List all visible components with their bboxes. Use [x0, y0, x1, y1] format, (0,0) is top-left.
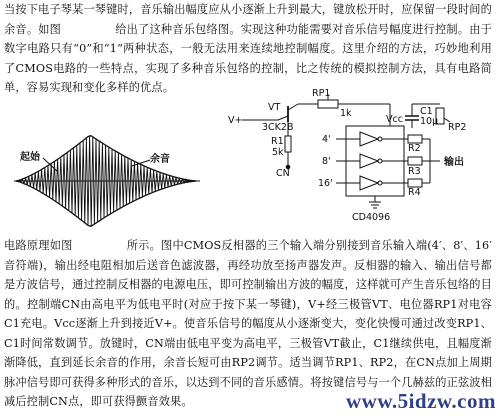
- r4-resistor: [408, 179, 422, 187]
- c1-label: C1: [420, 106, 433, 117]
- r1-value: 5k: [272, 147, 284, 158]
- principle-text-rest: 所示。图中CMOS反相器的三个输入端分别接到音乐输入端(4′、8′、16′音符端)，输出经电阻相加后送音色滤波器，再经功放至扬声器发声。反相器的输入、输出信号都是方波信号，通过控制反相器的电源电压，即可控制输出方波的幅度，这样就可产生音乐包络的目的。控制端CN由高电平为低电平时(对应于按下某一琴键)，V+经三极管VT、电位器RP1对电容C1充电。Vcc逐渐上升到接近V+。使音乐信号的幅度从小逐渐变大，变化快慢可通过改变RP1、C1时间常数调节。放键时，CN端由低电平变为高电平，三极管VT截止，C1继续供电，且幅度渐渐降低，直到延长余音的作用，余音长短可由RP2调节。适当调节RP1、RP2，在CN点加上周期脉冲信号即可获得多种形式的音乐，以达到不同的音乐感情。将按键信号与一个几赫兹的正弦波相减后控制CN点，即可获得颤音效果。: [4, 239, 493, 408]
- envelope-waveform: [14, 135, 200, 226]
- r3-resistor: [408, 157, 422, 165]
- c1-value: 10μ: [420, 116, 439, 127]
- input-16-label: 16': [318, 178, 333, 189]
- vcc-label: Vcc: [386, 114, 403, 125]
- rp1-potentiometer: [318, 100, 338, 108]
- site-watermark: www.5idzw.com: [346, 389, 496, 413]
- vt-label: VT: [268, 102, 281, 113]
- inverter-3: [360, 176, 378, 190]
- r1-label: R1: [271, 136, 284, 147]
- r3-label: R3: [408, 166, 421, 177]
- intro-text-start: 当按下电子琴某一琴键时，音乐输出幅度应从小逐渐上升到最大，键放松开时，应保留一段时间的余音。如图: [4, 3, 492, 36]
- cn-label: CN: [276, 168, 290, 179]
- r2-label: R2: [408, 143, 421, 154]
- transistor-label: 3CK2B: [262, 122, 294, 133]
- figure-drawing: [0, 86, 500, 236]
- transistor-emitter: [278, 116, 288, 120]
- rp2-label: RP2: [448, 122, 467, 133]
- rp1-label: RP1: [312, 88, 331, 99]
- transistor-collector: [288, 104, 298, 110]
- decay-label: 余音: [150, 154, 170, 165]
- input-4-label: 4': [322, 134, 331, 145]
- r2-resistor: [408, 135, 422, 143]
- intro-paragraph: [4, 0, 492, 98]
- inverter-1: [360, 132, 378, 146]
- principle-text-start: 电路原理如图: [4, 239, 73, 252]
- rp1-value: 1k: [340, 108, 352, 119]
- r1-resistor: [285, 136, 291, 152]
- r4-label: R4: [408, 187, 421, 198]
- intro-text-rest: 给出了这种音乐包络图。实现这种功能需要对音乐信号幅度进行控制。由于数字电路只有“0”和“1”两种状态，一般无法用来连续地控制幅度。这里介绍的方法，巧妙地利用了CMOS电路的一些特点，实现了多种音乐包络的控制，比之传统的模拟控制方法，具有电路简单，容易实现和变化多样的优点。: [4, 22, 492, 94]
- attack-label: 起始: [20, 152, 40, 163]
- vplus-label: V+: [228, 115, 243, 126]
- output-label: 输出: [444, 157, 464, 168]
- input-8-label: 8': [322, 156, 331, 167]
- chip-label: CD4096: [352, 212, 391, 223]
- principle-paragraph: [4, 236, 492, 412]
- inverter-2: [360, 154, 378, 168]
- music-envelope-figure: [0, 86, 500, 236]
